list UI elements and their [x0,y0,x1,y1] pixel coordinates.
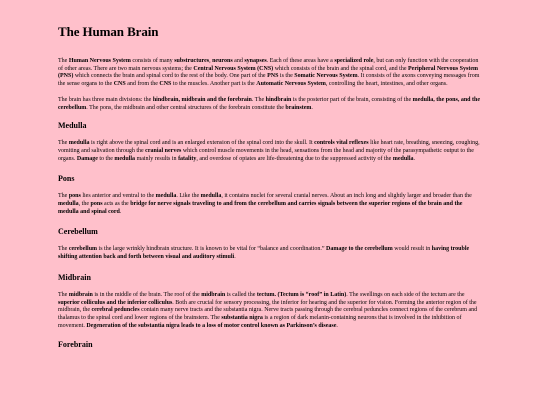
bold-text-run: midbrain [201,291,226,298]
text-run: The [58,291,69,298]
text-run: . Like the [176,193,201,200]
text-run: , controlling the heart, intestines, and other organs. [325,81,448,88]
bold-text-run: specialized role [334,58,374,64]
text-run: lies anterior and ventral to the [80,193,156,200]
bold-text-run: bridge for nerve signals traveling to and from the cerebellum and carries signals between the superior regions of the brain and the medulla and spinal cord [58,201,463,215]
bold-text-run: cerebral peduncles [91,307,140,314]
bold-text-run: hindbrain [265,96,292,103]
bold-text-run: tectum. (Tectum is “roof” in Latin) [256,291,347,298]
bold-text-run: Central Nervous System (CNS) [193,65,274,72]
bold-text-run: Somatic Nervous System [294,73,358,80]
bold-text-run: medulla [200,193,222,200]
text-run: The [58,246,69,253]
text-run: which control muscle movements in the head, sensations from the head and majority of the parasympathetic output to the organs. [58,147,474,162]
text-run: , the [78,201,91,208]
bold-text-run: Automatic Nervous System [256,81,326,88]
pons-paragraph [58,193,482,216]
text-run: and from the [125,81,160,88]
midbrain-paragraph [58,292,482,331]
bold-text-run: cranial nerves [145,147,182,154]
bold-text-run: medulla [155,193,177,200]
intro-paragraph-1 [58,58,482,89]
bold-text-run: pons [68,193,81,200]
text-run: The [58,193,69,200]
section-heading-medulla: Medulla [58,121,87,131]
bold-text-run: medulla, the pons, and the cerebellum [58,96,480,111]
text-run: , and overdose of opiates are life-threatening due to the suppressed activity of the [196,155,393,162]
bold-text-run: CNS [113,81,126,88]
section-heading-pons: Pons [58,174,75,184]
bold-text-run: medulla [68,140,90,147]
text-run: like heart rate, breathing, sneezing, coughing, vomiting and salivation through the [58,140,480,154]
text-run: is in the middle of the brain. The roof of the [92,291,202,298]
text-run: consists of many [130,58,175,64]
bold-text-run: medulla [392,155,414,162]
bold-text-run: substantia nigra [221,314,263,321]
bold-text-run: hindbrain, midbrain and the forebrain [152,96,252,103]
text-run: . [336,322,338,329]
text-run: is called the [225,291,257,298]
text-run: is the large wrinkly hindbrain structure. It is known to be vital for “balance and coordination.” [97,246,327,253]
text-run: and [232,58,245,64]
section-heading-cerebellum: Cerebellum [58,227,98,237]
bold-text-run: Damage to the cerebellum [326,246,393,253]
text-run: . [234,254,236,261]
text-run: to the muscles. Another part is the [171,81,257,88]
text-run: . [119,208,122,215]
text-run: . [311,104,313,111]
text-run: to the [97,155,115,162]
text-run: . Both are crucial for sensory processing, the inferior for hearing and the superior for vision. Forming the anterior region of the midbrain, the [58,299,477,314]
bold-text-run: having trouble shifting attention back and forth between visual and auditory stimuli [58,246,470,261]
bold-text-run: Degeneration of the substantia nigra leads to a loss of motor control known as Parkinson’s disease [86,322,337,329]
bold-text-run: fatality [178,155,197,162]
text-run: . The [251,96,266,103]
text-run: , but can only function with the cooperation of other areas. There are two main nervous systems; the [58,58,479,72]
text-run: . [413,155,415,162]
bold-text-run: synapses [244,58,267,64]
text-run: would result in [392,246,432,253]
text-run: The [58,140,69,147]
bold-text-run: PNS [267,73,279,80]
bold-text-run: medulla [58,201,79,208]
text-run: mainly results in [135,155,179,162]
bold-text-run: controls vital reflexes [314,140,369,147]
bold-text-run: superior colliculus and the inferior colliculus [58,299,173,306]
text-run: , [209,58,213,64]
text-run: is a region of dark melanin-containing neurons that is involved in the inhibition of movement. [58,314,462,329]
bold-text-run: Peripheral Nervous System (PNS) [58,65,478,80]
intro-paragraph-2 [58,97,482,112]
text-run: is the posterior part of the brain, consisting of the [291,96,413,103]
section-heading-forebrain: Forebrain [58,340,93,350]
bold-text-run: pons [90,201,103,208]
medulla-paragraph [58,140,482,163]
bold-text-run: Damage [76,155,98,162]
text-run: is the [278,73,295,80]
page-title: The Human Brain [58,24,159,39]
text-run: , it contains nuclei for several cranial nerves. About an inch long and slightly larger and broader than the [221,193,472,200]
text-run: The brain has three main divisions: the [58,96,153,103]
bold-text-run: CNS [159,81,172,88]
bold-text-run: brainstem [285,104,312,111]
section-heading-midbrain: Midbrain [58,272,91,282]
cerebellum-paragraph [58,246,482,261]
text-run: . Each of these areas have a [266,58,335,64]
text-run: which connects the brain and spinal cord to the rest of the body. One part of the [73,73,268,80]
text-run: which consists of the brain and the spinal cord, and the [273,65,408,72]
text-run: acts as the [102,201,131,208]
bold-text-run: medulla [114,155,136,162]
text-run: The [58,58,69,64]
bold-text-run: midbrain [68,291,93,298]
text-run: . The pons, the midbrain and other central structures of the forebrain constitute the [86,104,286,111]
bold-text-run: Human Nervous System [68,58,131,64]
bold-text-run: substructures [174,58,210,64]
text-run: contain many nerve tracts and the substantia nigra. Nerve tracts passing through the cerebral peduncles connect regions of the cerebrum and thalamus to the spinal cord and lower regions of the brainstem. The [58,307,478,321]
bold-text-run: neurons [212,58,233,64]
text-run: is right above the spinal cord and is an enlarged extension of the spinal cord into the skull. It [89,140,315,147]
bold-text-run: cerebellum [68,246,98,253]
text-run: . It consists of the axons conveying messages from the sense organs to the [58,73,480,88]
text-run: . The swellings on each side of the tectum are the [346,291,465,298]
